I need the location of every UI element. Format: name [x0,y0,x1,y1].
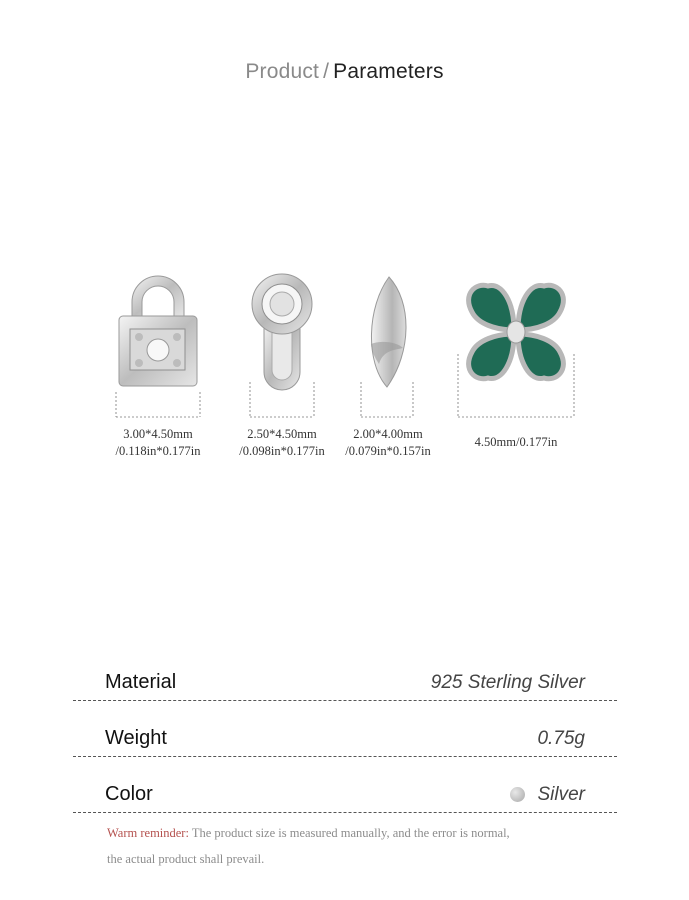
warm-reminder-line2 [107,852,587,867]
material-value: 925 Sterling Silver [430,672,585,693]
weight-label: Weight [105,727,167,749]
dim-line1: 3.00*4.50mm [123,427,193,441]
material-label: Material [105,671,177,693]
dim-line1: 2.50*4.50mm [247,427,317,441]
spec-row-material [73,660,617,701]
padlock-stud-icon [110,272,206,422]
dim-line1: 4.50mm/0.177in [474,435,558,449]
spec-row-weight [73,716,617,757]
dim-label-bezel [222,426,342,460]
color-label: Color [105,783,153,805]
warm-reminder [107,826,587,841]
product-bezel [244,272,320,422]
clover-stud-icon [456,272,576,422]
title-separator: / [323,60,330,83]
page-title [0,60,689,84]
product-padlock [110,272,206,422]
product-leaf [357,272,417,422]
dim-line2: /0.079in*0.157in [345,444,431,458]
dim-label-padlock [98,426,218,460]
title-parameters: Parameters [333,60,444,83]
product-clover [456,272,576,422]
reminder-line1: The product size is measured manually, and the error is normal, [188,826,510,840]
title-product: Product [245,60,320,83]
dim-label-clover [456,434,576,451]
leaf-stud-icon [357,272,417,422]
dim-line1: 2.00*4.00mm [353,427,423,441]
weight-value: 0.75g [537,728,585,749]
dim-line2: /0.098in*0.177in [239,444,325,458]
reminder-line2: the actual product shall prevail. [107,852,265,866]
spec-row-color [73,772,617,813]
color-value: Silver [537,784,585,805]
color-swatch-icon [510,787,525,802]
dim-label-leaf [328,426,448,460]
bezel-stud-icon [244,272,320,422]
reminder-prefix: Warm reminder: [107,826,189,840]
dim-line2: /0.118in*0.177in [115,444,201,458]
